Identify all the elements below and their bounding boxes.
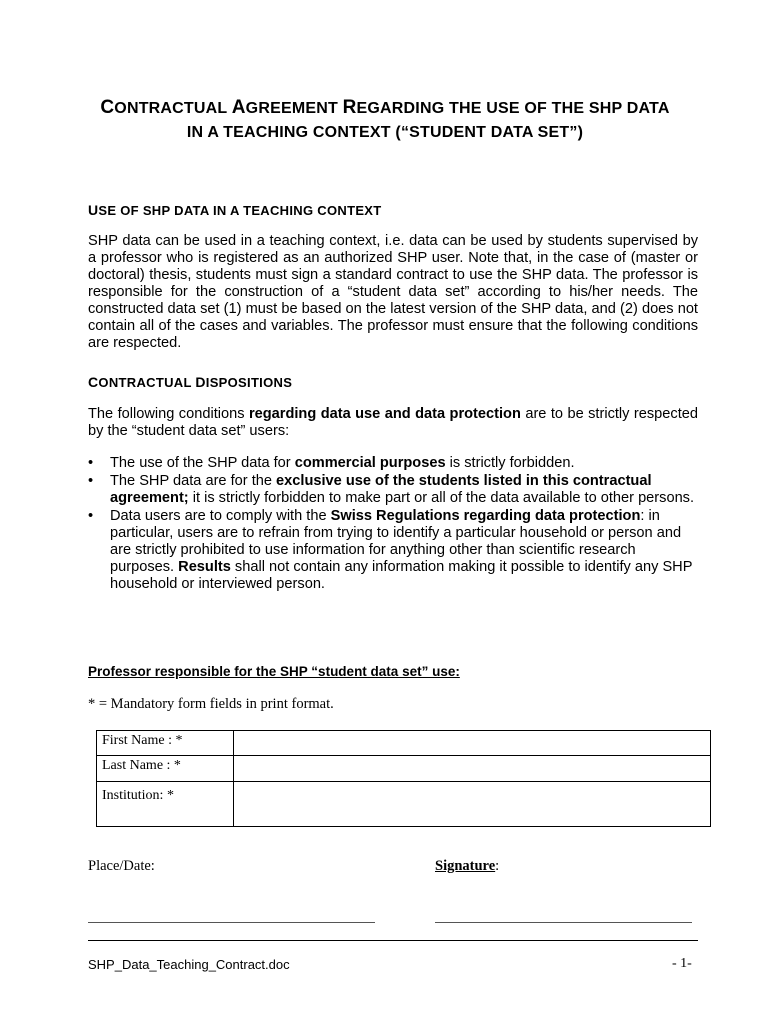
section-use-paragraph: SHP data can be used in a teaching context, i.e. data can be used by students supervised by a professor who is registered as an authorized SHP user. Note that, in the case of (master or doctoral) thesis, students must sign a standard contract to use the SHP data. The professor is responsible for the construction of a “student data set” according to his/her needs. The constructed data set (1) must be based on the latest version of the SHP data, and (2) does not contain all of the cases and variables. The professor must ensure that the following conditions are respected.: [88, 233, 698, 351]
title-line-2: IN A TEACHING CONTEXT (“STUDENT DATA SET”): [186, 124, 584, 141]
section-heading-use: USE OF SHP DATA IN A TEACHING CONTEXT: [88, 202, 382, 218]
first-name-field[interactable]: [234, 731, 711, 756]
list-item: • The SHP data are for the exclusive use of the students listed in this contractual agreement; it is strictly forbidden to make part or all of the data available to other persons.: [88, 473, 695, 506]
place-date-line[interactable]: [88, 922, 375, 923]
institution-field[interactable]: [234, 782, 711, 827]
signature-line[interactable]: [435, 922, 692, 923]
page-number: - 1-: [672, 956, 692, 971]
bullet-icon: •: [88, 508, 94, 524]
section-heading-dispositions: CONTRACTUAL DISPOSITIONS: [88, 374, 293, 390]
dispositions-intro: The following conditions regarding data use and data protection are to be strictly respected by the “student data set” users:: [88, 406, 698, 439]
mandatory-note: * = Mandatory form fields in print format.: [88, 696, 334, 712]
title-line-1: CONTRACTUAL AGREEMENT REGARDING THE USE OF THE SHP DATA: [100, 97, 670, 118]
list-item: • The use of the SHP data for commercial purposes is strictly forbidden.: [88, 455, 575, 471]
institution-label: Institution: *: [97, 782, 234, 827]
place-date-label: Place/Date:: [88, 858, 155, 874]
list-item: • Data users are to comply with the Swiss Regulations regarding data protection: in particular, users are to refrain from trying to identify a particular household or person and are strictly prohibited to use information for anything other than scientific research purposes. Results shall not contain any information making it possible to identify any SHP household or interviewed person.: [88, 508, 693, 592]
footer-filename: SHP_Data_Teaching_Contract.doc: [88, 957, 290, 972]
document-title: [60, 96, 710, 145]
professor-form: [96, 730, 711, 827]
professor-heading: Professor responsible for the SHP “student data set” use:: [88, 664, 460, 679]
first-name-label: First Name : *: [97, 731, 234, 756]
bullet-icon: •: [88, 473, 94, 489]
footer-divider: [88, 940, 698, 941]
last-name-field[interactable]: [234, 756, 711, 782]
last-name-label: Last Name : *: [97, 756, 234, 782]
bullet-icon: •: [88, 455, 94, 471]
signature-label: Signature:: [435, 858, 500, 874]
dispositions-list: [88, 455, 700, 594]
